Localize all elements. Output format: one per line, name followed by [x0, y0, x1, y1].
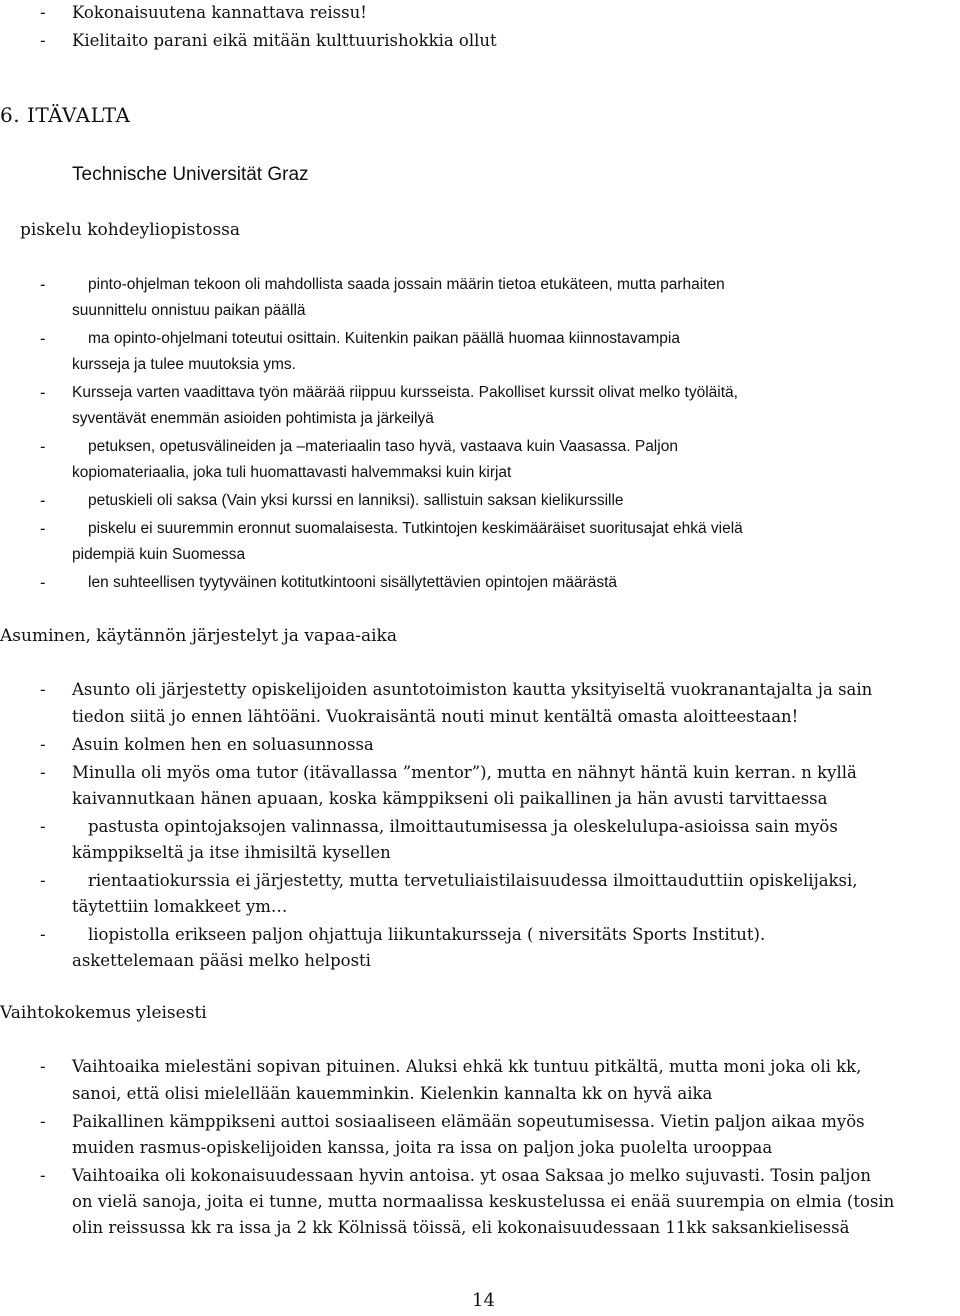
list-item-text: Paikallinen kämppikseni auttoi sosiaaliseen elämään sopeutumisessa. Vietin paljon aikaa myös: [72, 1112, 865, 1131]
list-item-text: liopistolla erikseen paljon ohjattuja liikuntakursseja ( niversitäts Sports Institut).: [88, 925, 766, 944]
list-dash: -: [40, 871, 46, 890]
list-item-text: on vielä sanoja, joita ei tunne, mutta normaalissa keskustelussa ei enää suurempia on elmia (tosin: [72, 1192, 895, 1211]
university-name: Technische Universität Graz: [72, 164, 309, 185]
list-item-text: petuksen, opetusvälineiden ja –materiaalin taso hyvä, vastaava kuin Vaasassa. Paljon: [88, 438, 678, 455]
experience-section-heading: Vaihtokokemus yleisesti: [0, 1003, 207, 1023]
list-dash: -: [40, 3, 46, 22]
list-item-text: syventävät enemmän asioiden pohtimista ja järkeilyä: [72, 410, 434, 427]
list-dash: -: [40, 763, 46, 782]
list-item-text: Kursseja varten vaadittava työn määrää riippuu kursseista. Pakolliset kurssit olivat melko työläitä,: [72, 384, 738, 401]
list-dash: -: [40, 925, 46, 944]
country-heading: 6. ITÄVALTA: [0, 103, 131, 127]
list-dash: -: [40, 31, 46, 50]
list-dash: -: [40, 680, 46, 699]
list-item-text: suunnittelu onnistuu paikan päällä: [72, 302, 306, 319]
list-item-text: tiedon siitä jo ennen lähtöäni. Vuokraisäntä nouti minut kentältä omasta aloitteestaan!: [72, 707, 799, 726]
list-dash: -: [40, 1057, 46, 1076]
list-item-text: pidempiä kuin Suomessa: [72, 546, 246, 563]
list-dash: -: [40, 520, 46, 538]
list-item-text: kämppikseltä ja itse ihmisiltä kysellen: [72, 843, 391, 862]
list-dash: -: [40, 492, 46, 510]
list-item-text: kopiomateriaalia, joka tuli huomattavasti halvemmaksi kuin kirjat: [72, 464, 512, 481]
list-dash: -: [40, 1166, 46, 1185]
page-number: 14: [472, 1290, 495, 1311]
list-item-text: Minulla oli myös oma tutor (itävallassa ”mentor”), mutta en nähnyt häntä kuin kerran. n kyllä: [72, 763, 857, 782]
housing-section-heading: Asuminen, käytännön järjestelyt ja vapaa-aika: [0, 626, 397, 646]
list-item-text: petuskieli oli saksa (Vain yksi kurssi en lanniksi). sallistuin saksan kielikurssille: [88, 492, 624, 509]
list-item-text: len suhteellisen tyytyväinen kotitutkintooni sisällytettävien opintojen määrästä: [88, 574, 618, 591]
list-item-text: Vaihtoaika oli kokonaisuudessaan hyvin antoisa. yt osaa Saksaa jo melko sujuvasti. Tosin paljon: [72, 1166, 871, 1185]
list-item-text: piskelu ei suuremmin eronnut suomalaisesta. Tutkintojen keskimääräiset suoritusajat ehkä vielä: [88, 520, 743, 537]
list-item-text: Asunto oli järjestetty opiskelijoiden asuntotoimiston kautta yksityiseltä vuokranantajalta ja sain: [72, 680, 873, 699]
list-dash: -: [40, 574, 46, 592]
list-item-text: olin reissussa kk ra issa ja 2 kk Kölnissä töissä, eli kokonaisuudessaan 11kk saksankielisessä: [72, 1218, 850, 1237]
list-dash: -: [40, 735, 46, 754]
list-item-text: kaivannutkaan hänen apuaan, koska kämppikseni oli paikallinen ja hän avusti tarvittaessa: [72, 789, 828, 808]
list-dash: -: [40, 817, 46, 836]
list-item-text: rientaatiokurssia ei järjestetty, mutta tervetuliaistilaisuudessa ilmoittauduttiin opiskelijaksi,: [88, 871, 858, 890]
list-item-text: muiden rasmus-opiskelijoiden kanssa, joita ra issa on paljon joka puolelta urooppaa: [72, 1138, 773, 1157]
list-item-text: pastusta opintojaksojen valinnassa, ilmoittautumisessa ja oleskelulupa-asioissa sain myös: [88, 817, 838, 836]
list-dash: -: [40, 1112, 46, 1131]
list-item-text: kursseja ja tulee muutoksia yms.: [72, 356, 296, 373]
list-dash: -: [40, 438, 46, 456]
list-item-text: Kielitaito parani eikä mitään kulttuurishokkia ollut: [72, 31, 497, 50]
list-item-text: ma opinto-ohjelmani toteutui osittain. Kuitenkin paikan päällä huomaa kiinnostavampia: [88, 330, 680, 347]
list-item-text: täytettiin lomakkeet ym…: [72, 897, 288, 916]
list-item-text: pinto-ohjelman tekoon oli mahdollista saada jossain määrin tietoa etukäteen, mutta parhaiten: [88, 276, 725, 293]
list-dash: -: [40, 330, 46, 348]
list-item-text: Vaihtoaika mielestäni sopivan pituinen. Aluksi ehkä kk tuntuu pitkältä, mutta moni joka oli kk,: [72, 1057, 862, 1076]
list-item-text: Asuin kolmen hen en soluasunnossa: [72, 735, 374, 754]
list-dash: -: [40, 384, 46, 402]
list-item-text: sanoi, että olisi mielellään kauemminkin. Kielenkin kannalta kk on hyvä aika: [72, 1084, 713, 1103]
list-dash: -: [40, 276, 46, 294]
study-section-heading: piskelu kohdeyliopistossa: [20, 220, 241, 240]
list-item-text: Kokonaisuutena kannattava reissu!: [72, 3, 367, 22]
list-item-text: askettelemaan pääsi melko helposti: [72, 951, 371, 970]
